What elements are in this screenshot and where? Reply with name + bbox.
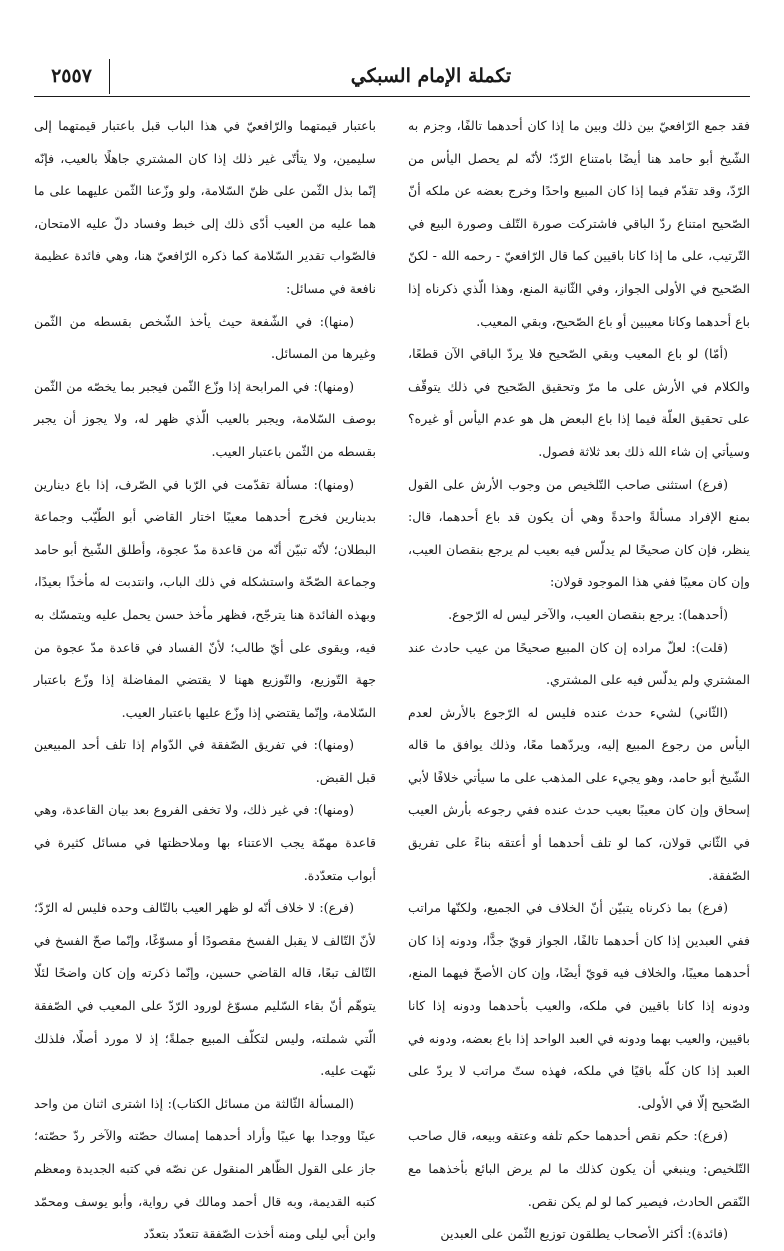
paragraph: (أمّا) لو باع المعيب وبقي الصّحيح فلا يردّ الباقي الآن قطعًا، والكلام في الأرش على ما مرّ وتحقيق الصّحيح في ذلك يتوقّف على تحقيق العلّة فيما إذا باع البعض هل هو عدم اليأس أو غيره؟ وسيأتي إن شاء الله ذلك بعد ثلاثة فصول.	[408, 346, 750, 459]
paragraph: (فرع): لا خلاف أنّه لو ظهر العيب بالتّالف وحده فليس له الرّدّ؛ لأنّ التّالف لا يقبل الفسخ مقصودًا أو مسوّغًا، وإنّما صحّ الفسخ في التّالف تبعًا، قاله القاضي حسين، وإنّما ذكرته وإن كان واضحًا لئلّا يتوهّم أنّ بقاء السّليم مسوّغ لورود الرّدّ على المعيب في الصّفقة الّتي شملته، وليس لتكلّف المبيع جملةً؛ إذ لا مورد أصلًا، فلذلك نبّهت عليه.	[34, 900, 376, 1079]
paragraph: (ومنها): مسألة تقدّمت في الرّبا في الصّرف، إذا باع دينارين بدينارين فخرج أحدهما معيبًا اختار القاضي أبو الطّيّب وجماعة البطلان؛ لأنّه تبيّن أنّه من قاعدة مدّ عجوة، وأطلق الشّيخ أبو حامد وجماعة الصّحّة واستشكله في ذلك الباب، وانتدبت له مأخذًا بعيدًا، وبهذه الفائدة هنا يترجّح، فظهر مأخذ حسن يحمل عليه ويتمسّك به فيه، ويقوى على أيّ طالب؛ لأنّ الفساد في قاعدة مدّ عجوة من جهة التّوزيع، والتّوزيع ههنا لا يقتضي المفاضلة إذا وزّع باعتبار السّلامة، وإنّما يقتضي إذا وزّع عليها باعتبار العيب.	[34, 476, 376, 720]
paragraph: (المسألة الثّالثة من مسائل الكتاب): إذا اشترى اثنان من واحد عينًا ووجدا بها عيبًا وأراد أحدهما إمساك حصّته والآخر ردّ حصّته؛ جاز على القول الظّاهر المنقول عن نصّه في كتبه الجديدة ومعظم كتبه القديمة، وبه قال أحمد ومالك في رواية، وأبو يوسف ومحمّد وابن أبي ليلى ومنه أخذت الصّفقة تتعدّد بتعدّد	[34, 1095, 376, 1242]
paragraph: (فرع): حكم نقص أحدهما حكم تلفه وعتقه وبيعه، قال صاحب التّلخيص: وينبغي أن يكون كذلك ما لم يرض البائع بأخذهما مع النّقص الحادث، فيصير كما لو لم يكن نقص.	[408, 1128, 750, 1209]
paragraph: (ومنها): في تفريق الصّفقة في الدّوام إذا تلف أحد المبيعين قبل القبض.	[34, 737, 376, 785]
paragraph: (الثّاني) لشيء حدث عنده فليس له الرّجوع بالأرش لعدم اليأس من رجوع المبيع إليه، ويردّهما معًا، وذلك يوافق ما قاله الشّيخ أبو حامد، وهو يجيء على المذهب على ما سيأتي خلافًا لأبي إسحاق وإن كان معيبًا بعيب حدث عنده ففي رجوعه بأرش العيب في الثّاني قولان، كما لو تلف أحدهما أو أعتقه بناءً على تفريق الصّفقة.	[408, 704, 750, 883]
paragraph: (فرع) استثنى صاحب التّلخيص من وجوب الأرش على القول بمنع الإفراد مسألةً واحدةً وهي أن يكون قد باع أحدهما، قال: ينظر، فإن كان صحيحًا لم يدلّس فيه بعيب لم يرجع بنقصان العيب، وإن كان معيبًا ففي هذا الموجود قولان:	[408, 476, 750, 590]
paragraph: فقد جمع الرّافعيّ بين ذلك وبين ما إذا كان أحدهما تالفًا، وجزم به الشّيخ أبو حامد هنا أيضًا بامتناع الرّدّ؛ لأنّه لم يحصل اليأس من الرّدّ، وقد تقدّم فيما إذا كان المبيع واحدًا وخرج بعضه عن ملكه أنّ الصّحيح امتناع ردّ الباقي فاشتركت صورة التّلف وصورة البيع في التّرتيب، على ما إذا كانا باقيين كما قال الرّافعيّ - رحمه الله - لكنّ الصّحيح في الأولى الجواز، وفي الثّانية المنع، وهذا الّذي ذكرناه إذا باع أحدهما وكانا معيبين أو باع الصّحيح، وبقي المعيب.	[408, 118, 750, 329]
paragraph: (ومنها): في المرابحة إذا وزّع الثّمن فيجبر بما يخصّه من الثّمن بوصف السّلامة، ويجبر بالعيب الّذي ظهر له، ولا يجوز أن يجبر بقسطه من الثّمن باعتبار العيب.	[34, 378, 376, 459]
right-column	[408, 110, 750, 1242]
paragraph: (فرع) بما ذكرناه يتبيّن أنّ الخلاف في الجميع، ولكنّها مراتب ففي العبدين إذا كان أحدهما تالفًا، الجواز قويّ جدًّا، ودونه إذا كان أحدهما معيبًا، والخلاف فيه قويّ أيضًا، وإن كان الأصحّ فيهما المنع، ودونه إذا كانا باقيين في ملكه، والعيب بأحدهما ودونه إذا كانا باقيين، والعيب بهما ودونه في العبد الواحد إذا باع بعضه، ودونه في العبد إذا كان كلّه باقيًا في ملكه، فهذه ستّ مراتب لا يردّ على الصّحيح إلّا في الأولى.	[408, 900, 750, 1111]
paragraph: (فائدة): أكثر الأصحاب يطلقون توزيع الثّمن على العبدين	[440, 1226, 728, 1242]
page-number: ٢٥٥٧	[34, 59, 110, 94]
paragraph: (ومنها): في غير ذلك، ولا تخفى الفروع بعد بيان القاعدة، وهي قاعدة مهمّة يجب الاعتناء بها وملاحظتها في مسائل كثيرة في أبواب متعدّدة.	[34, 802, 376, 883]
book-title: تكملة الإمام السبكي	[350, 65, 512, 87]
paragraph: (أحدهما): يرجع بنقصان العيب، والآخر ليس له الرّجوع.	[448, 606, 728, 622]
page-header	[34, 55, 750, 97]
paragraph: (منها): في الشّفعة حيث يأخذ الشّخص بقسطه من الثّمن وغيرها من المسائل.	[34, 313, 376, 362]
paragraph: باعتبار قيمتهما والرّافعيّ في هذا الباب قبل باعتبار قيمتهما إلى سليمين، ولا يتأتّى غير ذلك إذا كان المشتري جاهلًا بالعيب، فإنّه إنّما بذل الثّمن على ظنّ السّلامة، ولو وزّعنا الثّمن عليهما على ما هما عليه من العيب أدّى ذلك إلى خبط وفساد دلّ عليه الامتحان، فالصّواب تقدير السّلامة كما ذكره الرّافعيّ هنا، وهي فائدة عظيمة نافعة في مسائل:	[34, 118, 376, 296]
left-column	[34, 110, 376, 1242]
paragraph: (قلت): لعلّ مراده إن كان المبيع صحيحًا من عيب حادث عند المشتري ولم يدلّس فيه على المشتري.	[408, 639, 750, 688]
